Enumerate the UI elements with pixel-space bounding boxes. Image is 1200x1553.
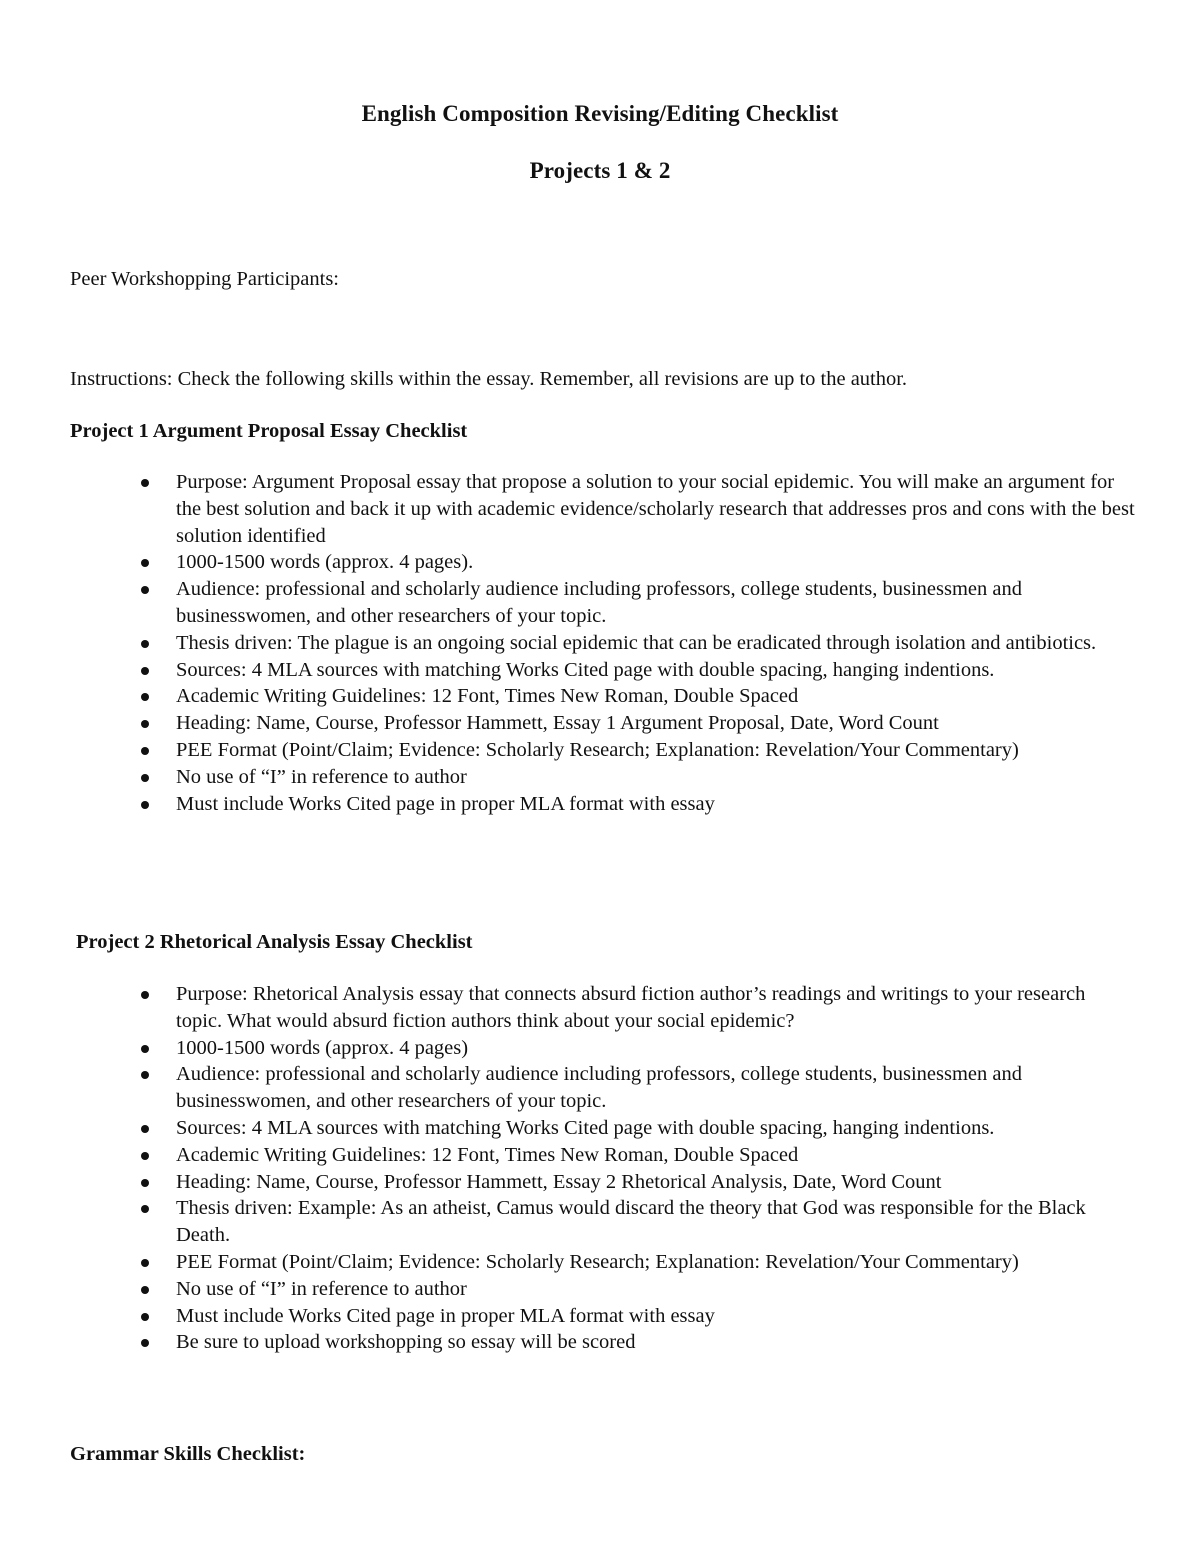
list-item-text: Must include Works Cited page in proper MLA format with essay <box>176 792 715 815</box>
list-item <box>0 791 1200 818</box>
project2-checklist <box>0 981 1200 1356</box>
list-item-text: Purpose: Argument Proposal essay that propose a solution to your social epidemic. You will make an argument for the best solution and back it up with academic evidence/scholarly research that addresses pros and cons with the best solution identified <box>176 471 1135 547</box>
list-item <box>0 1249 1200 1276</box>
list-item-text: Heading: Name, Course, Professor Hammett, Essay 2 Rhetorical Analysis, Date, Word Count <box>176 1170 942 1193</box>
bullet-icon <box>141 1152 149 1160</box>
document-subtitle: Projects 1 & 2 <box>529 158 671 183</box>
list-item-text: No use of “I” in reference to author <box>176 765 467 788</box>
list-item-text: PEE Format (Point/Claim; Evidence: Scholarly Research; Explanation: Revelation/Your Commentary) <box>176 738 1019 761</box>
bullet-icon <box>141 1179 149 1187</box>
list-item <box>0 1329 1200 1356</box>
bullet-icon <box>141 1125 149 1133</box>
list-item-text: 1000-1500 words (approx. 4 pages). <box>176 551 474 574</box>
list-item <box>0 737 1200 764</box>
list-item-text: Audience: professional and scholarly audience including professors, college students, businessmen and businesswomen, and other researchers of your topic. <box>176 578 1022 627</box>
bullet-icon <box>141 1339 149 1347</box>
list-item <box>0 469 1200 549</box>
bullet-icon <box>141 1045 149 1053</box>
project1-checklist <box>0 469 1200 817</box>
bullet-icon <box>141 801 149 809</box>
bullet-icon <box>141 640 149 648</box>
list-item-text: No use of “I” in reference to author <box>176 1277 467 1300</box>
list-item-text: Thesis driven: Example: As an atheist, Camus would discard the theory that God was responsible for the Black Death. <box>176 1197 1086 1247</box>
list-item <box>0 981 1200 1035</box>
list-item <box>0 576 1200 630</box>
list-item-text: 1000-1500 words (approx. 4 pages) <box>176 1036 469 1059</box>
list-item-text: Heading: Name, Course, Professor Hammett, Essay 1 Argument Proposal, Date, Word Count <box>176 712 939 735</box>
list-item-text: Sources: 4 MLA sources with matching Works Cited page with double spacing, hanging indentions. <box>176 658 995 681</box>
list-item-text: Audience: professional and scholarly audience including professors, college students, businessmen and businesswomen, and other researchers of your topic. <box>176 1063 1022 1113</box>
bullet-icon <box>141 1205 149 1213</box>
list-item <box>0 1195 1200 1249</box>
list-item-text: Be sure to upload workshopping so essay will be scored <box>176 1331 636 1354</box>
list-item <box>0 710 1200 737</box>
list-item <box>0 1276 1200 1303</box>
project1-heading: Project 1 Argument Proposal Essay Checklist <box>70 420 468 442</box>
list-item-text: Academic Writing Guidelines: 12 Font, Times New Roman, Double Spaced <box>176 1143 799 1166</box>
project2-heading: Project 2 Rhetorical Analysis Essay Checklist <box>76 931 473 953</box>
bullet-icon <box>141 774 149 782</box>
bullet-icon <box>141 479 149 487</box>
bullet-icon <box>141 586 149 594</box>
list-item-text: PEE Format (Point/Claim; Evidence: Scholarly Research; Explanation: Revelation/Your Commentary) <box>176 1250 1019 1273</box>
bullet-icon <box>141 1071 149 1079</box>
bullet-icon <box>141 1286 149 1294</box>
list-item <box>0 630 1200 657</box>
list-item <box>0 1303 1200 1330</box>
list-item <box>0 1142 1200 1169</box>
list-item <box>0 1061 1200 1115</box>
grammar-heading: Grammar Skills Checklist: <box>70 1443 306 1465</box>
list-item <box>0 1115 1200 1142</box>
list-item <box>0 549 1200 576</box>
bullet-icon <box>141 667 149 675</box>
list-item <box>0 1035 1200 1062</box>
list-item-text: Academic Writing Guidelines: 12 Font, Times New Roman, Double Spaced <box>176 685 799 708</box>
bullet-icon <box>141 991 149 999</box>
bullet-icon <box>141 1313 149 1321</box>
list-item-text: Thesis driven: The plague is an ongoing social epidemic that can be eradicated through isolation and antibiotics. <box>176 631 1097 654</box>
bullet-icon <box>141 559 149 567</box>
list-item <box>0 657 1200 684</box>
list-item-text: Sources: 4 MLA sources with matching Works Cited page with double spacing, hanging indentions. <box>176 1116 995 1139</box>
participants-label: Peer Workshopping Participants: <box>70 268 339 290</box>
list-item-text: Purpose: Rhetorical Analysis essay that connects absurd fiction author’s readings and writings to your research topic. What would absurd fiction authors think about your social epidemic? <box>176 983 1086 1032</box>
instructions-text: Instructions: Check the following skills within the essay. Remember, all revisions are up to the author. <box>70 368 908 390</box>
bullet-icon <box>141 693 149 701</box>
bullet-icon <box>141 747 149 755</box>
list-item <box>0 764 1200 791</box>
list-item-text: Must include Works Cited page in proper MLA format with essay <box>176 1304 715 1327</box>
list-item <box>0 683 1200 710</box>
bullet-icon <box>141 1259 149 1267</box>
document-title: English Composition Revising/Editing Checklist <box>361 101 839 126</box>
list-item <box>0 1169 1200 1196</box>
bullet-icon <box>141 720 149 728</box>
